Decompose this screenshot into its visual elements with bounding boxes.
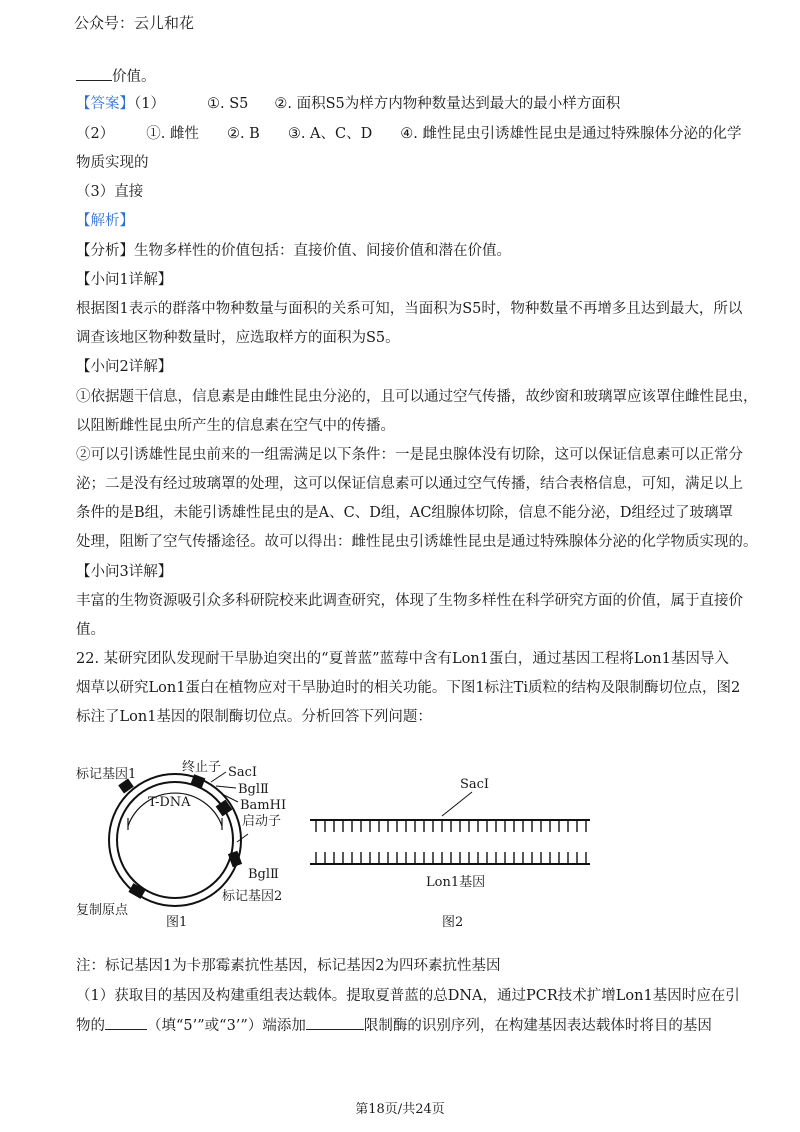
q22-para-2: 烟草以研究Lon1蛋白在植物应对干旱胁迫时的相关功能。下图1标注Ti质粒的结构及限制酶切位点，图2 — [76, 680, 741, 696]
q3-heading: 【小问3详解】 — [76, 564, 173, 580]
text: （2） — [76, 126, 115, 142]
answer-line-3: （3）直接 — [76, 184, 144, 200]
text: ②. B — [226, 126, 260, 142]
figure2-caption: 图2 — [442, 915, 464, 930]
analysis-line — [76, 241, 511, 261]
pointer-bglii-top — [216, 786, 236, 788]
answer-line-2-cont: 物质实现的 — [76, 155, 149, 171]
figures — [70, 756, 610, 940]
text: ①. S5 — [206, 96, 249, 112]
sub1-para-2 — [76, 1015, 712, 1036]
label-saci: SacⅠ — [228, 765, 258, 780]
q1-heading: 【小问1详解】 — [76, 272, 173, 288]
text: ④. 雌性昆虫引诱雄性昆虫是通过特殊腺体分泌的化学 — [400, 126, 742, 142]
q22-para-1: 22. 某研究团队发现耐干旱胁迫突出的“夏普蓝”蓝莓中含有Lon1蛋白，通过基因工程将Lon1基因导入 — [76, 651, 729, 667]
text: 生物多样性的价值包括：直接价值、间接价值和潜在价值。 — [134, 243, 511, 259]
page-footer: 第18页/共24页 — [355, 1102, 445, 1117]
fig2-label-saci: SacⅠ — [460, 777, 490, 792]
ticks-top — [316, 820, 586, 832]
q1-para-2: 调查该地区物种数量时，应选取样方的面积为S5。 — [76, 330, 400, 346]
q2-para-1: ①依据题干信息，信息素是由雌性昆虫分泌的，且可以通过空气传播，故纱窗和玻璃罩应该罩住雌性昆虫， — [76, 389, 758, 405]
label-terminator: 终止子 — [182, 760, 222, 775]
text: ①. 雌性 — [146, 126, 199, 142]
q2-para-6: 处理，阻断了空气传播途径。故可以得出：雌性昆虫引诱雄性昆虫是通过特殊腺体分泌的化学物质实现的。 — [76, 534, 758, 550]
q1-para-1: 根据图1表示的群落中物种数量与面积的关系可知，当面积为S5时，物种数量不再增多且达到最大，所以 — [76, 301, 743, 317]
text: 限制酶的识别序列，在构建基因表达载体时将目的基因 — [363, 1018, 712, 1034]
q3-para-2: 值。 — [76, 622, 105, 638]
figure-note: 注：标记基因1为卡那霉素抗性基因，标记基因2为四环素抗性基因 — [76, 958, 501, 974]
label-marker1: 标记基因1 — [76, 767, 137, 782]
answer-blank — [76, 66, 112, 81]
figure1-caption: 图1 — [166, 915, 188, 930]
sub1-para-1: （1）获取目的基因及构建重组表达载体。提取夏普蓝的总DNA，通过PCR技术扩增Lon1基因时应在引 — [76, 988, 740, 1004]
pointer-bglii-bottom — [237, 834, 248, 842]
label-origin: 复制原点 — [76, 903, 129, 918]
analysis-tag: 【解析】 — [76, 213, 134, 229]
text: 物的 — [76, 1018, 105, 1034]
label-marker2: 标记基因2 — [222, 889, 283, 904]
fill-blank-2 — [306, 1015, 364, 1030]
watermark-header: 公众号：云儿和花 — [74, 14, 195, 32]
label-tdna: T-DNA — [148, 795, 191, 810]
q2-para-2: 以阻断雌性昆虫所产生的信息素在空气中的传播。 — [76, 418, 395, 434]
ticks-bottom — [316, 852, 586, 864]
origin-segment — [128, 883, 145, 899]
figure2-gene — [310, 777, 590, 930]
text: （填“5’”或“3’”）端添加 — [147, 1018, 306, 1034]
pointer-saci-fig2 — [442, 792, 472, 816]
analysis-label: 【分析】 — [76, 243, 134, 259]
label-bglii-top: BglⅡ — [238, 782, 269, 797]
text: ③. A、C、D — [287, 126, 373, 142]
q3-para-1: 丰富的生物资源吸引众多科研院校来此调查研究，体现了生物多样性在科学研究方面的价值，属于直接价 — [76, 593, 743, 609]
q2-para-3: ②可以引诱雄性昆虫前来的一组需满足以下条件：一是昆虫腺体没有切除，这可以保证信息素可以正常分 — [76, 447, 743, 463]
answer-tag: 【答案】 — [76, 96, 134, 112]
label-bglii-bottom: BglⅡ — [248, 867, 279, 882]
q22-para-3: 标注了Lon1基因的限制酶切位点。分析回答下列问题： — [76, 709, 432, 725]
q2-heading: 【小问2详解】 — [76, 359, 173, 375]
q2-para-5: 条件的是B组，未能引诱雄性昆虫的是A、C、D组，AC组腺体切除，信息不能分泌，D组经过了玻璃罩 — [76, 505, 734, 521]
fill-blank-1 — [105, 1015, 147, 1030]
answer-line-1 — [76, 94, 620, 114]
q2-para-4: 泌；二是没有经过玻璃罩的处理，这可以保证信息素可以通过空气传播，结合表格信息，可知，满足以上 — [76, 476, 743, 492]
text: 价值。 — [112, 69, 156, 85]
label-promoter: 启动子 — [242, 814, 282, 829]
text: （1） — [134, 96, 165, 112]
fig2-label-gene: Lon1基因 — [426, 875, 486, 890]
label-bamhi: BamHⅠ — [240, 798, 287, 813]
text: ②. 面积S5为样方内物种数量达到最大的最小样方面积 — [274, 96, 621, 112]
answer-line-2 — [76, 124, 741, 144]
plasmid-outer-ring — [109, 774, 241, 906]
line-value-tail — [76, 66, 156, 87]
figure1-plasmid — [76, 760, 286, 930]
figure-svg — [70, 756, 610, 936]
